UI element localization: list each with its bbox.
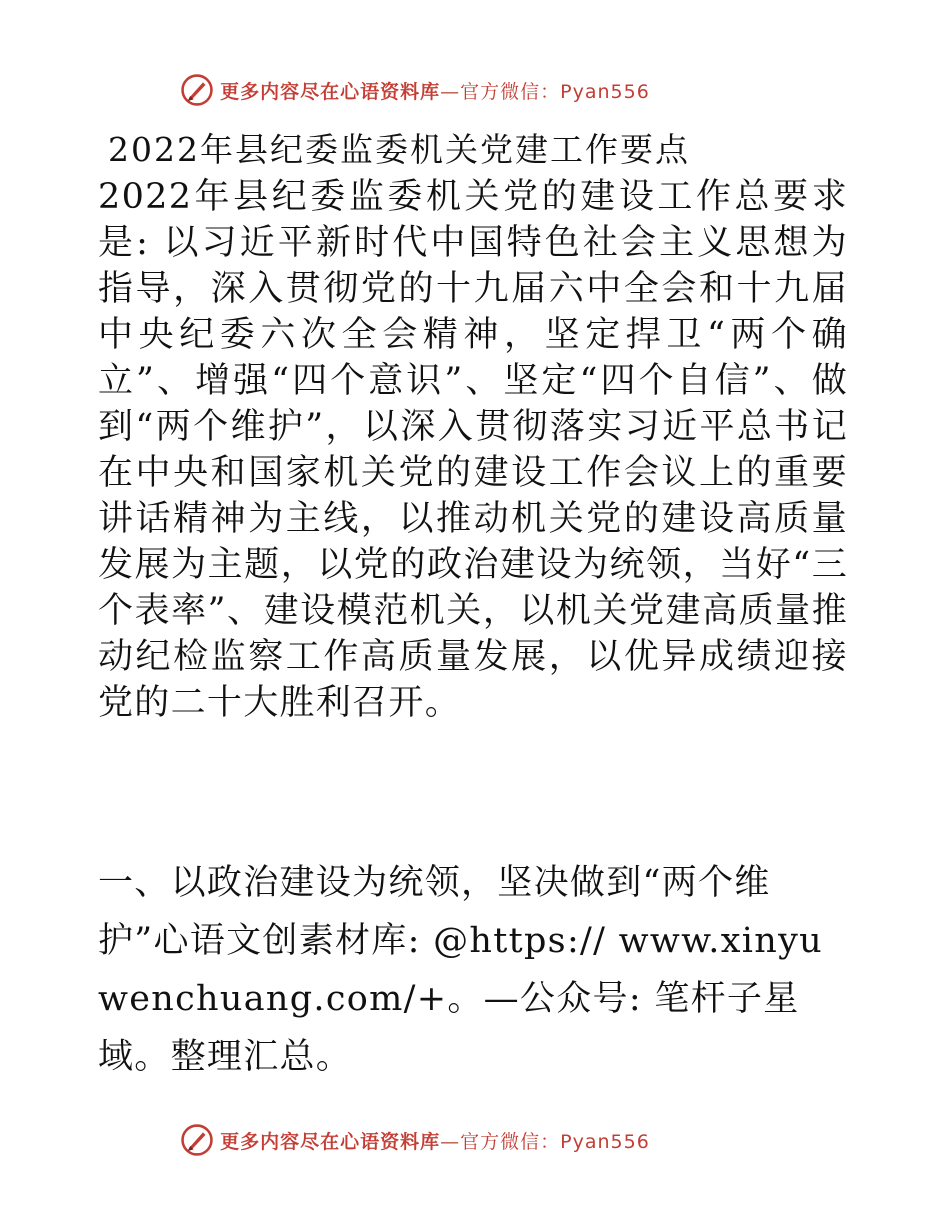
header-watermark: [0, 70, 950, 110]
watermark-main-text: 更多内容尽在心语资料库: [220, 1130, 441, 1153]
body-paragraph: 2022年县纪委监委机关党的建设工作总要求是: 以习近平新时代中国特色社会主义思想为指导，深入贯彻党的十九届六中全会和十九届中央纪委六次全会精神，坚定捍卫“两个确立”、增强“四个意识”、坚定“四个自信”、做到“两个维护”，以深入贯彻落实习近平总书记在中央和国家机关党的建设工作会议上的重要讲话精神为主线，以推动机关党的建设高质量发展为主题，以党的政治建设为统领，当好“三个表率”、建设模范机关，以机关党建高质量推动纪检监察工作高质量发展，以优异成绩迎接党的二十大胜利召开。: [98, 177, 848, 723]
document-title: 2022年县纪委监委机关党建工作要点: [108, 130, 690, 169]
watermark-wechat-text: 官方微信：Pyan556: [460, 1130, 650, 1153]
quill-pen-logo-icon: [180, 73, 214, 107]
watermark-separator: —: [440, 80, 461, 103]
watermark-text: [220, 1127, 650, 1154]
watermark-wechat-text: 官方微信：Pyan556: [460, 80, 650, 103]
watermark-main-text: 更多内容尽在心语资料库: [220, 80, 441, 103]
section-heading: 一、以政治建设为统领，坚决做到“两个维护”心语文创素材库: @https:// www.xinyuwenchuang.com/+。—公众号: 笔杆子星域。整理汇总。: [98, 863, 823, 1077]
quill-pen-logo-icon: [180, 1123, 214, 1157]
footer-watermark: [0, 1120, 950, 1160]
watermark-text: [220, 77, 650, 104]
watermark-separator: —: [440, 1130, 461, 1153]
